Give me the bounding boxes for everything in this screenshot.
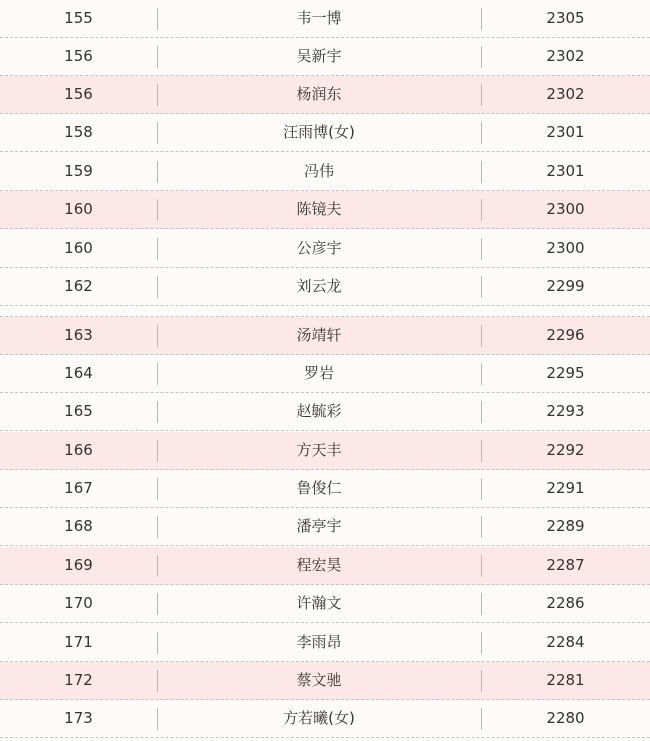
score-cell: 2286 — [546, 594, 585, 612]
rank-cell: 162 — [64, 277, 93, 295]
table-row — [0, 355, 650, 393]
score-cell: 2292 — [546, 441, 585, 459]
rank-cell: 156 — [64, 85, 93, 103]
name-cell: 韦一博 — [296, 9, 342, 27]
rank-cell: 173 — [64, 709, 93, 727]
name-cell: 陈镜夫 — [296, 200, 342, 218]
score-cell: 2302 — [546, 85, 585, 103]
name-cell: 公彦宇 — [296, 239, 342, 257]
table-row — [0, 317, 650, 355]
score-cell: 2289 — [546, 517, 585, 535]
name-cell: 程宏昊 — [296, 556, 342, 574]
score-cell: 2280 — [546, 709, 585, 727]
rank-cell: 169 — [64, 556, 93, 574]
table-row — [0, 191, 650, 229]
name-cell: 汤靖轩 — [296, 326, 342, 344]
name-cell: 赵毓彩 — [296, 402, 342, 420]
score-cell: 2295 — [546, 364, 585, 382]
table-row — [0, 508, 650, 546]
rank-cell: 164 — [64, 364, 93, 382]
name-cell: 冯伟 — [303, 162, 334, 180]
rank-cell: 171 — [64, 633, 93, 651]
rank-cell: 160 — [64, 239, 93, 257]
table-row — [0, 547, 650, 585]
name-cell: 鲁俊仁 — [296, 479, 342, 497]
table-row — [0, 114, 650, 152]
rank-cell: 156 — [64, 47, 93, 65]
table-row — [0, 393, 650, 431]
score-cell: 2296 — [546, 326, 585, 344]
table-row — [0, 585, 650, 623]
name-cell: 方天丰 — [296, 441, 342, 459]
name-cell: 罗岩 — [303, 364, 334, 382]
table-row — [0, 470, 650, 508]
table-row — [0, 76, 650, 114]
rank-cell: 163 — [64, 326, 93, 344]
name-cell: 潘亭宇 — [296, 517, 342, 535]
name-cell: 杨润东 — [296, 85, 342, 103]
rank-cell: 172 — [64, 671, 93, 689]
name-cell: 李雨昂 — [296, 633, 342, 651]
score-cell: 2305 — [546, 9, 585, 27]
rank-cell: 158 — [64, 123, 93, 141]
name-cell: 吴新宇 — [296, 47, 342, 65]
table-row — [0, 700, 650, 738]
score-cell: 2291 — [546, 479, 585, 497]
rank-cell: 166 — [64, 441, 93, 459]
rank-cell: 167 — [64, 479, 93, 497]
score-cell: 2284 — [546, 633, 585, 651]
name-cell: 许瀚文 — [296, 594, 342, 612]
name-cell: 蔡文驰 — [296, 671, 342, 689]
score-cell: 2299 — [546, 277, 585, 295]
rank-cell: 165 — [64, 402, 93, 420]
table-row — [0, 624, 650, 662]
rank-cell: 168 — [64, 517, 93, 535]
rank-cell: 170 — [64, 594, 93, 612]
table-row — [0, 268, 650, 306]
score-cell: 2301 — [546, 123, 585, 141]
score-cell: 2293 — [546, 402, 585, 420]
name-cell: 汪雨博(女) — [283, 123, 355, 141]
name-cell: 刘云龙 — [296, 277, 342, 295]
score-cell: 2281 — [546, 671, 585, 689]
score-cell: 2301 — [546, 162, 585, 180]
score-cell: 2300 — [546, 200, 585, 218]
name-cell: 方若曦(女) — [283, 709, 355, 727]
row-gap — [0, 307, 650, 317]
table-row — [0, 0, 650, 38]
table-row — [0, 230, 650, 268]
table-row — [0, 153, 650, 191]
rank-cell: 160 — [64, 200, 93, 218]
table-row — [0, 432, 650, 470]
rank-cell: 159 — [64, 162, 93, 180]
score-cell: 2300 — [546, 239, 585, 257]
score-cell: 2287 — [546, 556, 585, 574]
rank-cell: 155 — [64, 9, 93, 27]
score-cell: 2302 — [546, 47, 585, 65]
table-row — [0, 38, 650, 76]
table-row — [0, 662, 650, 700]
